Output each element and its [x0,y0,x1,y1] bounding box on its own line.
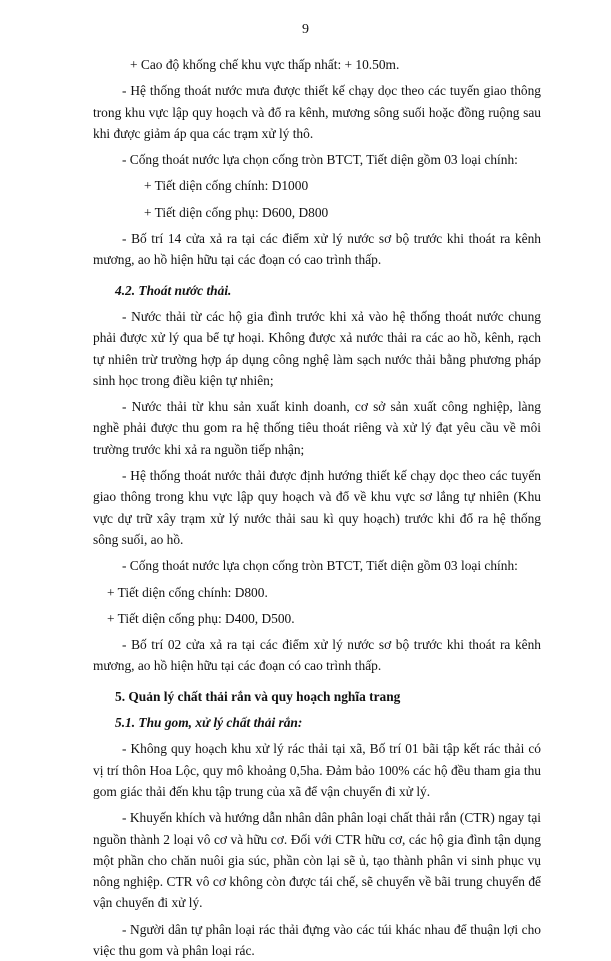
paragraph: - Người dân tự phân loại rác thải đựng vào các túi khác nhau để thuận lợi cho việc thu gom và phân loại rác. [93,921,541,958]
paragraph: - Khuyến khích và hướng dẫn nhân dân phân loại chất thải rắn (CTR) ngay tại nguồn thành 2 loại vô cơ và hữu cơ. Đối với CTR hữu cơ, các hộ gia đình tận dụng một phần cho chăn nuôi gia súc, phần còn lại sẽ ủ, tạo thành phân vi sinh phục vụ nông nghiệp. CTR vô cơ không còn được tái chế, sẽ chuyển về bãi trung chuyển để vận chuyển đi xử lý. [93,810,541,911]
paragraph: - Không quy hoạch khu xử lý rác thải tại xã, Bố trí 01 bãi tập kết rác thải có vị trí thôn Hoa Lộc, quy mô khoảng 0,5ha. Đảm bảo 100% các hộ đều tham gia thu gom giác thải đến khu tập trung của xã để vận chuyển đi xử lý. [93,741,541,799]
page-content [93,54,541,961]
list-item: + Tiết diện cống phụ: D600, D800 [144,204,329,220]
paragraph: - Cống thoát nước lựa chọn cống tròn BTCT, Tiết diện gồm 03 loại chính: [122,152,518,168]
paragraph: - Hệ thống thoát nước thải được định hướng thiết kế chạy dọc theo các tuyến giao thông trong khu vực lập quy hoạch và đổ về khu vực sơ lắng tự nhiên (Khu vực dự trữ xây trạm xử lý nước thải sau kì quy hoạch) trước khi đổ ra hệ thống sông suối, ao hồ. [93,468,541,547]
paragraph: - Bố trí 02 cửa xả ra tại các điểm xử lý nước sơ bộ trước khi thoát ra kênh mương, ao hồ hiện hữu tại các đoạn có cao trình thấp. [93,637,541,674]
paragraph: - Cống thoát nước lựa chọn cống tròn BTCT, Tiết diện gồm 03 loại chính: [122,558,518,574]
paragraph: - Hệ thống thoát nước mưa được thiết kế chạy dọc theo các tuyến giao thông trong khu vực lập quy hoạch và đổ ra kênh, mương sông suối hoặc đồng ruộng sau khi được giảm áp qua các trạm xử lý thô. [93,83,541,141]
list-item: + Tiết diện cống phụ: D400, D500. [107,610,295,626]
paragraph: - Bố trí 14 cửa xả ra tại các điểm xử lý nước sơ bộ trước khi thoát ra kênh mương, ao hồ hiện hữu tại các đoạn có cao trình thấp. [93,231,541,268]
section-heading: 5. Quản lý chất thải rắn và quy hoạch nghĩa trang [115,688,401,704]
subsection-heading: 5.1. Thu gom, xử lý chất thải rắn: [115,715,303,731]
subsection-heading: 4.2. Thoát nước thải. [115,282,232,298]
list-item: + Tiết diện cống chính: D1000 [144,178,309,194]
page-number: 9 [302,22,309,37]
paragraph: - Nước thải từ các hộ gia đình trước khi xả vào hệ thống thoát nước chung phải được xử lý qua bể tự hoại. Không được xả nước thải ra các ao hồ, kênh, rạch tự nhiên trừ trường hợp áp dụng công nghệ làm sạch nước thải bằng phương pháp sinh học trong điều kiện tự nhiên; [93,308,541,388]
paragraph: - Nước thải từ khu sản xuất kinh doanh, cơ sở sản xuất công nghiệp, làng nghề phải được thu gom ra hệ thống tiêu thoát riêng và xử lý đạt yêu cầu về môi trường trước khi xả ra nguồn tiếp nhận; [93,399,541,457]
paragraph: + Cao độ khống chế khu vực thấp nhất: + 10.50m. [130,57,400,72]
list-item: + Tiết diện cống chính: D800. [107,584,268,600]
